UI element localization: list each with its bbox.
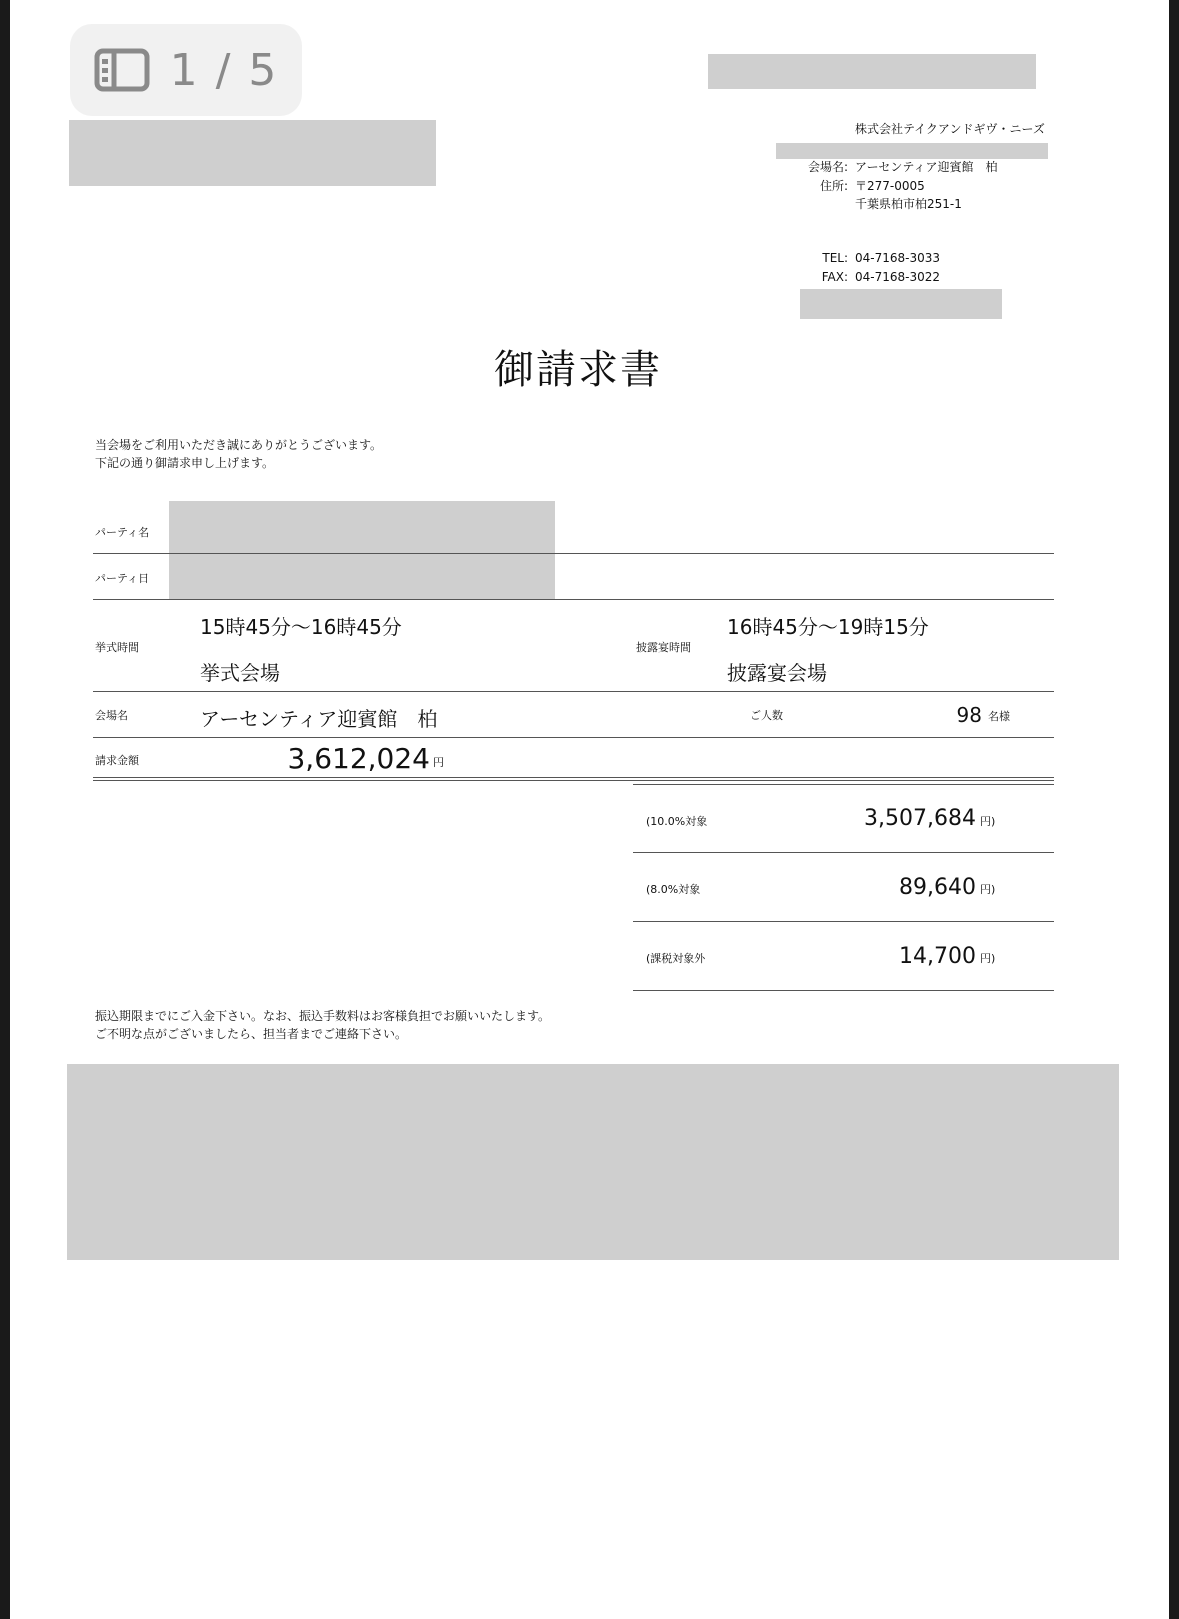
issuer-company: 株式会社テイクアンドギヴ・ニーズ	[855, 122, 1045, 136]
divider	[93, 691, 1054, 692]
divider	[633, 852, 1054, 853]
breakdown-value: 14,700	[899, 944, 976, 969]
guests-count: 98	[956, 703, 982, 727]
redacted-block	[776, 143, 1048, 159]
issuer-tel-label: TEL:	[822, 251, 848, 265]
reception-time: 16時45分〜19時15分	[727, 615, 929, 639]
redacted-block	[800, 289, 1002, 319]
note-line-1: 振込期限までにご入金下さい。なお、振込手数料はお客様負担でお願いいたします。	[95, 1009, 551, 1023]
page-indicator-label: 1 / 5	[169, 44, 279, 96]
breakdown-unit: 円)	[980, 952, 996, 965]
reception-venue: 披露宴会場	[727, 661, 827, 685]
breakdown-value: 89,640	[899, 875, 976, 900]
divider	[93, 777, 1054, 778]
ceremony-time-label: 挙式時間	[95, 641, 139, 654]
document-page	[10, 0, 1169, 1619]
issuer-postal: 〒277-0005	[855, 179, 925, 193]
guests-label: ご人数	[750, 709, 783, 722]
divider	[633, 784, 1054, 785]
breakdown-label: (課税対象外	[646, 952, 706, 965]
breakdown-label: (10.0%対象	[646, 815, 708, 828]
greeting-line-2: 下記の通り御請求申し上げます。	[95, 456, 275, 470]
redacted-block	[67, 1064, 1119, 1260]
divider	[93, 737, 1054, 738]
invoice-amount: 3,612,024	[287, 742, 430, 775]
greeting-line-1: 当会場をご利用いただき誠にありがとうございます。	[95, 438, 383, 452]
party-date-label: パーティ日	[95, 572, 150, 585]
venue-name: アーセンティア迎賓館 柏	[200, 707, 438, 731]
reception-time-label: 披露宴時間	[636, 641, 691, 654]
document-title: 御請求書	[494, 347, 662, 393]
sidebar-toggle-icon[interactable]	[94, 48, 150, 92]
guests-unit: 名様	[988, 710, 1010, 723]
breakdown-unit: 円)	[980, 815, 996, 828]
breakdown-value: 3,507,684	[864, 806, 976, 831]
divider	[93, 599, 1054, 600]
divider	[633, 921, 1054, 922]
divider	[633, 990, 1054, 991]
redacted-block	[69, 120, 436, 186]
issuer-fax: 04-7168-3022	[855, 270, 941, 284]
divider	[93, 553, 1054, 554]
ceremony-time: 15時45分〜16時45分	[200, 615, 402, 639]
issuer-address: 千葉県柏市柏251-1	[855, 197, 962, 211]
amount-label: 請求金額	[95, 754, 139, 767]
page-indicator[interactable]	[70, 24, 302, 116]
breakdown-label: (8.0%対象	[646, 883, 701, 896]
issuer-address-label: 住所:	[819, 179, 848, 193]
amount-unit: 円	[433, 756, 444, 769]
redacted-block	[169, 501, 555, 600]
note-line-2: ご不明な点がございましたら、担当者までご連絡下さい。	[95, 1027, 408, 1041]
issuer-tel: 04-7168-3033	[855, 251, 941, 265]
redacted-block	[708, 54, 1036, 89]
ceremony-venue: 挙式会場	[200, 661, 280, 685]
issuer-fax-label: FAX:	[821, 270, 848, 284]
breakdown-unit: 円)	[980, 883, 996, 896]
party-name-label: パーティ名	[95, 526, 150, 539]
issuer-venue-label: 会場名:	[807, 160, 848, 174]
issuer-venue: アーセンティア迎賓館 柏	[855, 160, 998, 174]
venue-name-label: 会場名	[95, 709, 128, 722]
divider	[93, 780, 1054, 781]
